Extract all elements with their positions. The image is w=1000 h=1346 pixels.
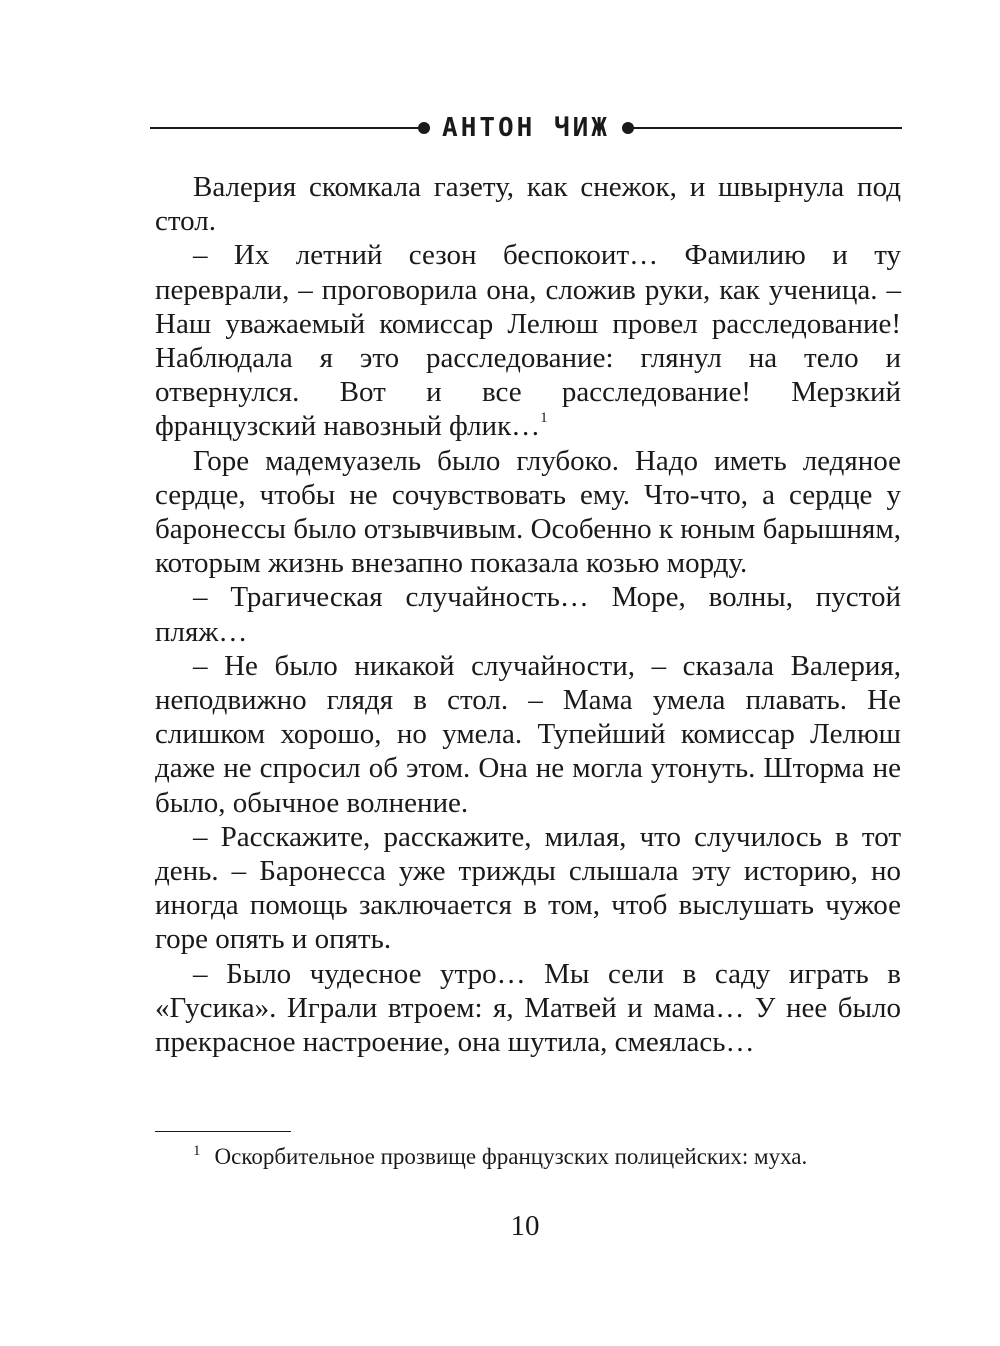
header-rule-right <box>630 127 902 129</box>
paragraph-4: – Трагическая случайность… Море, волны, пустой пляж… <box>155 581 901 648</box>
footnote-reference: 1 <box>540 410 548 427</box>
paragraph-1: Валерия скомкала газету, как снежок, и швырнула под стол. <box>155 171 901 238</box>
running-header <box>150 112 902 144</box>
footnote <box>155 1140 901 1174</box>
footnote-text: Оскорбительное прозвище французских полицейских: муха. <box>214 1144 808 1169</box>
paragraph-2: – Их летний сезон беспокоит… Фамилию и ту переврали, – проговорила она, сложив руки, как ученица. – Наш уважаемый комиссар Лелюш провел расследование! Наблюдала я это расследование: глянул на тело и отвернулся. Вот и все расследование! Мерзкий французский навозный флик…$^1$ <box>155 239 901 443</box>
paragraph-3: Горе мадемуазель было глубоко. Надо иметь ледяное сердце, чтобы не сочувствовать ему. Что-что, а сердце у баронессы было отзывчивым. Особенно к юным барышням, которым жизнь внезапно показала козью морду. <box>155 444 901 580</box>
paragraph-5: – Не было никакой случайности, – сказала Валерия, неподвижно глядя в стол. – Мама умела плавать. Не слишком хорошо, но умела. Тупейший комиссар Лелюш даже не спросил об этом. Она не могла утонуть. Шторма не было, обычное волнение. <box>155 649 901 819</box>
header-dot-left <box>418 122 430 134</box>
header-rule-left <box>150 127 422 129</box>
footnote-divider <box>155 1131 291 1132</box>
paragraph-6: – Расскажите, расскажите, милая, что случилось в тот день. – Баронесса уже трижды слышала эту историю, но иногда помощь заключается в том, чтоб выслушать чужое горе опять и опять. <box>155 820 901 956</box>
paragraph-7: – Было чудесное утро… Мы сели в саду играть в «Гусика». Играли втроем: я, Матвей и мама… У нее было прекрасное настроение, она шутила, смеялась… <box>155 957 901 1059</box>
header-author: АНТОН ЧИЖ <box>442 113 610 143</box>
body-text <box>155 170 901 1059</box>
page-number: 10 <box>510 1210 540 1242</box>
footnote-mark: 1 <box>193 1143 201 1159</box>
